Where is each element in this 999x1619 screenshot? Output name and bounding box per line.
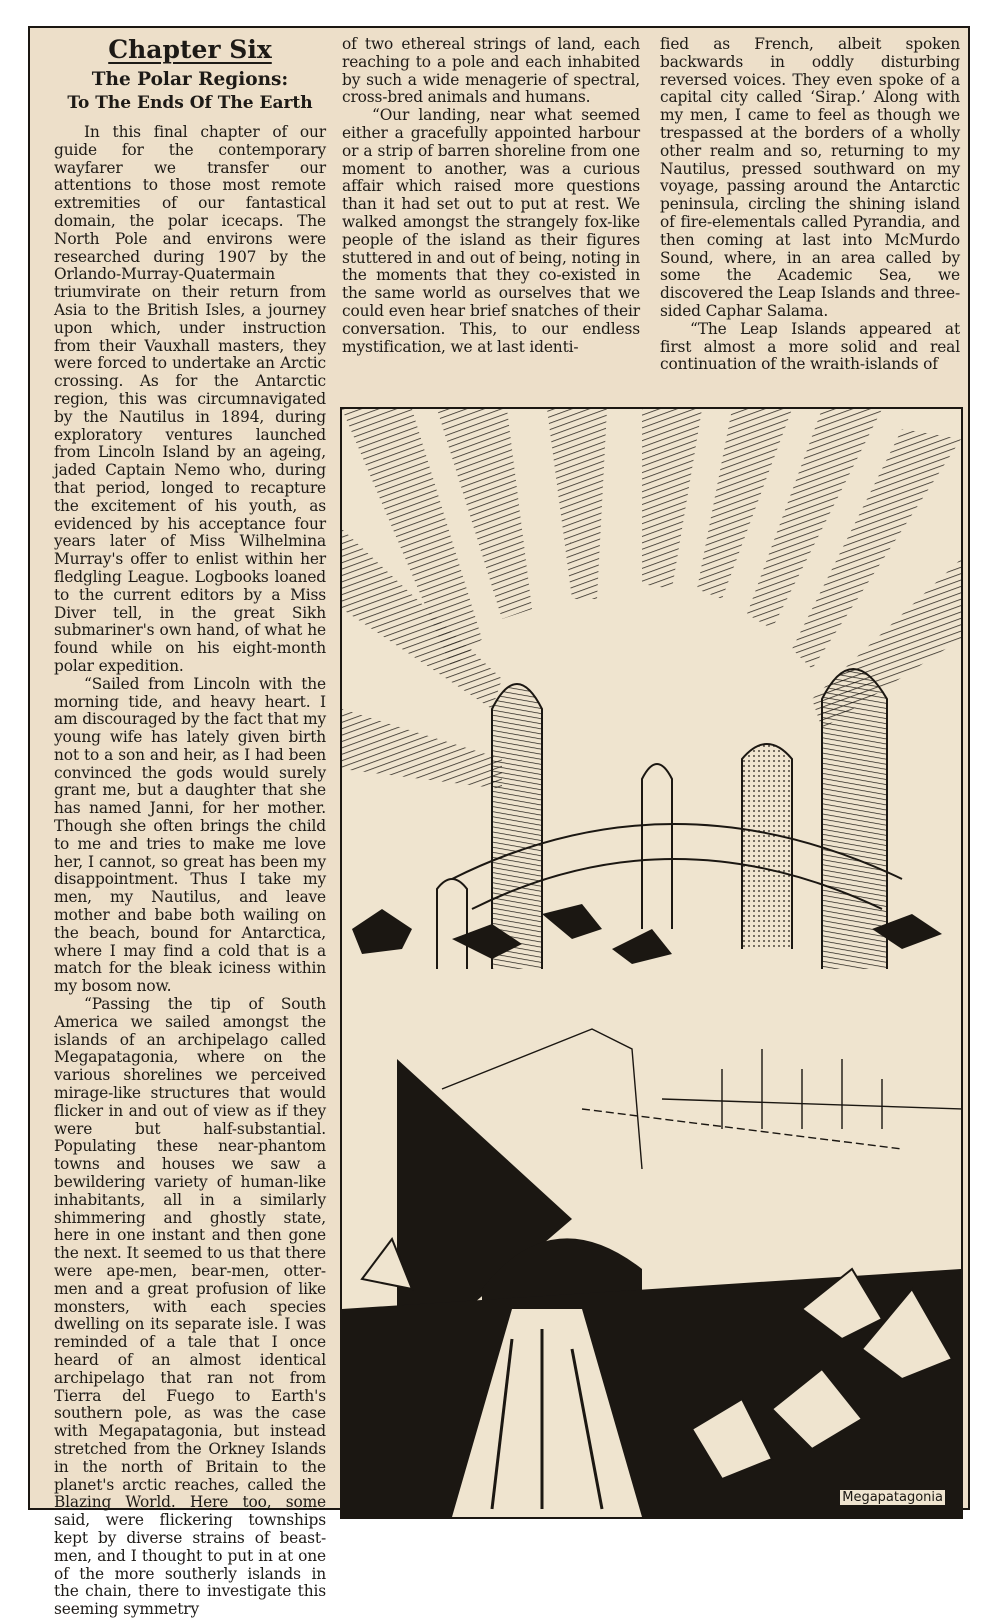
chapter-tagline: To The Ends Of The Earth	[67, 93, 313, 113]
text-column-1	[54, 124, 326, 1619]
megapatagonia-illustration	[342, 409, 961, 1517]
chapter-heading	[40, 36, 340, 114]
paragraph: “Passing the tip of South America we sailed amongst the islands of an archipelago called Megapatagonia, where on the various shorelines we perceived mirage-like structures that would flicker in and out of view as if they were but half-substantial. Populating these near-phantom towns and houses we saw a bewildering variety of human-like inhabitants, all in a similarly shimmering and ghostly state, here in one instant and then gone the next. It seemed to us that there were ape-men, bear-men, otter-men and a great profusion of like monsters, with each species dwelling on its separate isle. I was reminded of a tale that I once heard of an almost identical archipelago that ran not from Tierra del Fuego to Earth's southern pole, as was the case with Megapatagonia, but instead stretched from the Orkney Islands in the north of Britain to the planet's arctic reaches, called the Blazing World. Here too, some said, were flickering townships kept by diverse strains of beast-men, and I thought to put in at one of the more southerly islands in the chain, there to investigate this seeming symmetry	[54, 995, 326, 1619]
paragraph: of two ethereal strings of land, each reaching to a pole and each inhabited by such a wide menagerie of spectral, cross-bred animals and humans.	[342, 35, 640, 107]
illustration-panel	[340, 407, 963, 1519]
paragraph: fied as French, albeit spoken backwards in oddly disturbing reversed voices. They even spoke of a capital city called ‘Sirap.’ Along with my men, I came to feel as though we trespassed at the borders of a wholly other realm and so, returning to my Nautilus, pressed southward on my voyage, passing around the Antarctic peninsula, circling the shining island of fire-elementals called Pyrandia, and then coming at last into McMurdo Sound, where, in an area called by some the Academic Sea, we discovered the Leap Islands and three-sided Caphar Salama.	[660, 35, 960, 320]
towers	[437, 669, 902, 969]
illustration-caption: Megapatagonia	[842, 1490, 943, 1505]
chapter-title: Chapter Six	[108, 35, 272, 64]
city	[442, 1029, 961, 1169]
paragraph: In this final chapter of our guide for the contemporary wayfarer we transfer our attentions to those most remote extremities of our fantastical domain, the polar icecaps. The North Pole and environs were researched during 1907 by the Orlando-Murray-Quatermain triumvirate on their return from Asia to the British Isles, a journey upon which, under instruction from their Vauxhall masters, they were forced to undertake an Arctic crossing. As for the Antarctic region, this was circumnavigated by the Nautilus in 1894, during exploratory ventures launched from Lincoln Island by an ageing, jaded Captain Nemo who, during that period, longed to recapture the excitement of his youth, as evidenced by his acceptance four years later of Miss Wilhelmina Murray's offer to enlist within her fledgling League. Logbooks loaned to the current editors by a Miss Diver tell, in the great Sikh submariner's own hand, of what he found while on his eight-month polar expedition.	[54, 123, 326, 675]
paragraph: “Our landing, near what seemed either a gracefully appointed harbour or a strip of barren shoreline from one moment to another, was a curious affair which raised more questions than it had set out to put at rest. We walked amongst the strangely fox-like people of the island as their figures stuttered in and out of being, noting in the moments that they co-existed in the same world as ourselves that we could even hear brief snatches of their conversation. This, to our endless mystification, we at last identi-	[342, 106, 640, 356]
chapter-subtitle: The Polar Regions:	[91, 69, 289, 90]
paragraph: “The Leap Islands appeared at first almost a more solid and real continuation of the wraith-islands of	[660, 319, 960, 374]
paragraph: “Sailed from Lincoln with the morning tide, and heavy heart. I am discouraged by the fact that my young wife has lately given birth not to a son and heir, as I had been convinced the gods would surely grant me, but a daughter that she has named Janni, for her mother. Though she often brings the child to me and tries to make me love her, I cannot, so great has been my disappointment. Thus I take my men, my Nautilus, and leave mother and babe both wailing on the beach, bound for Antarctica, where I may find a cold that is a match for the bleak iciness within my bosom now.	[54, 674, 327, 996]
text-column-3	[660, 36, 960, 374]
text-column-2	[342, 36, 640, 356]
